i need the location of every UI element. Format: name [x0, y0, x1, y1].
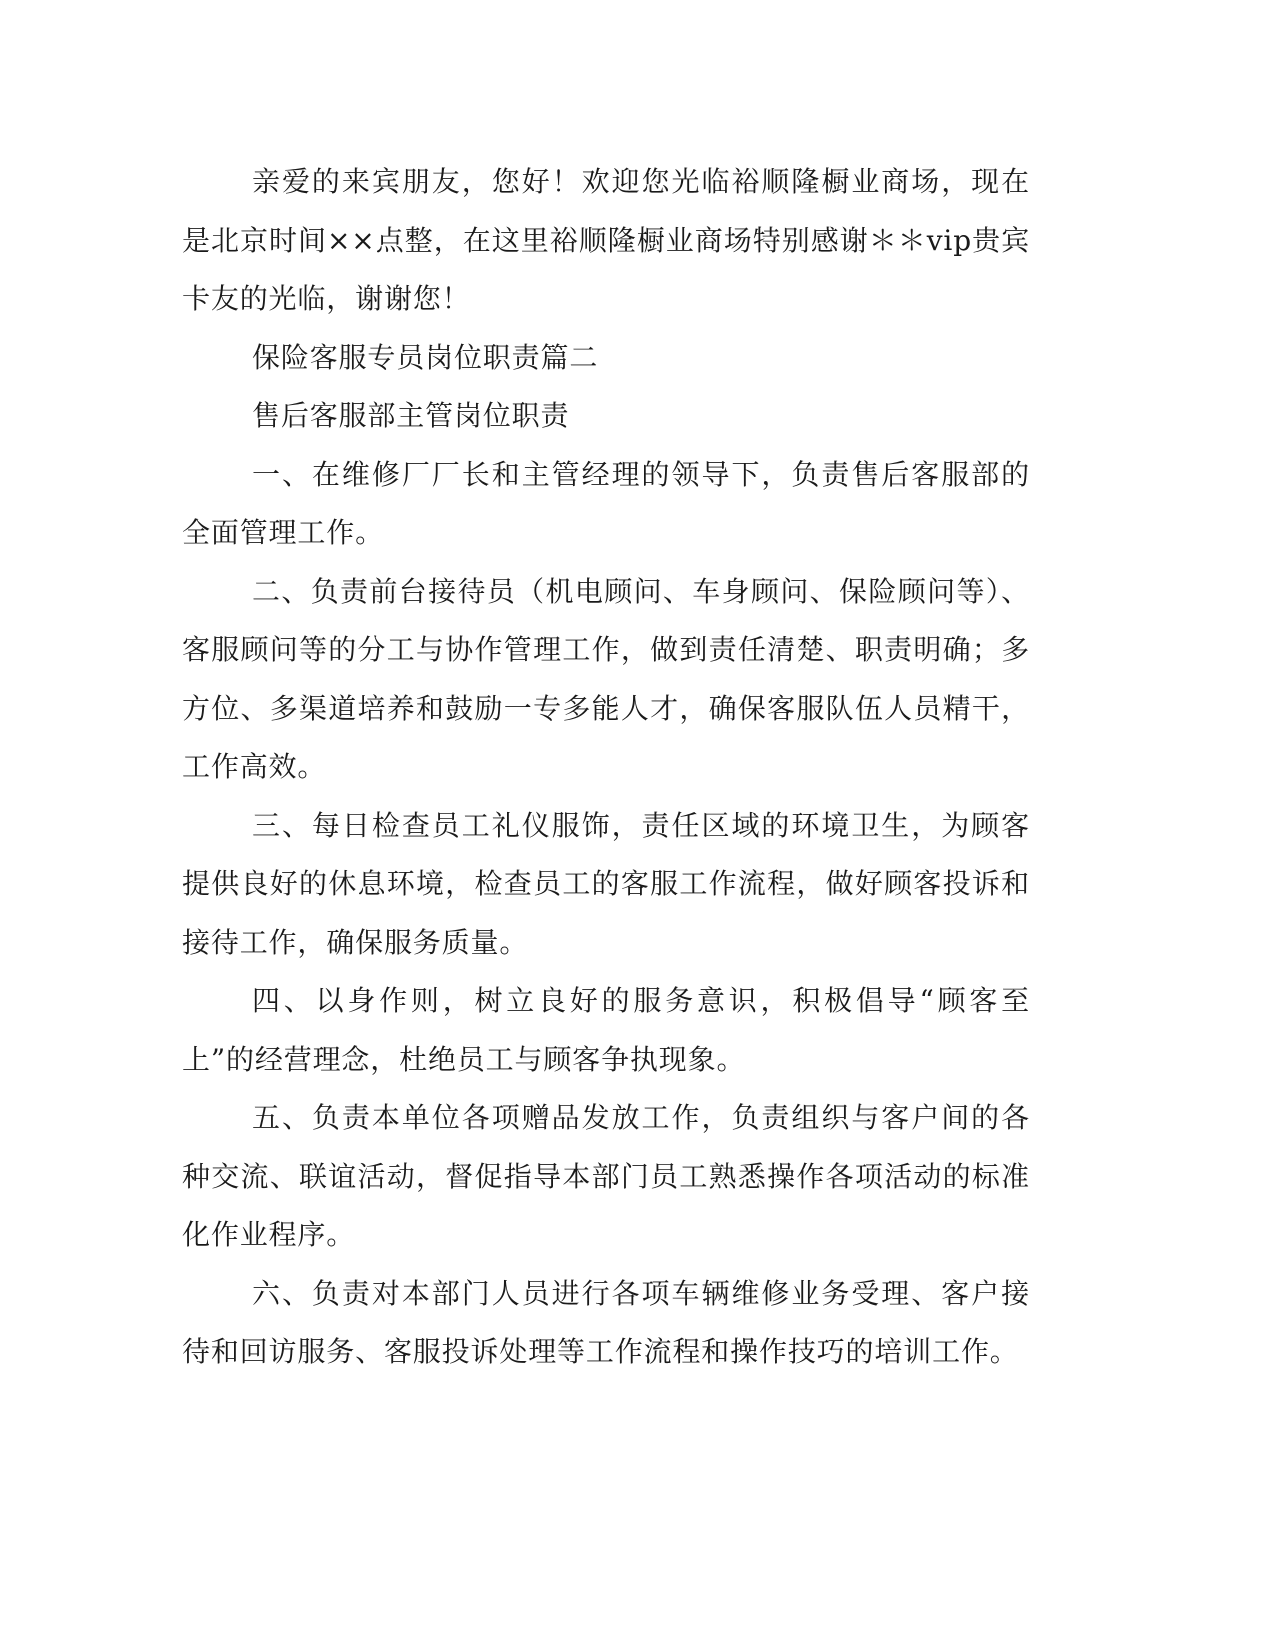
duty-item-5: 五、负责本单位各项赠品发放工作，负责组织与客户间的各种交流、联谊活动，督促指导本部门员工熟悉操作各项活动的标准化作业程序。	[182, 1101, 1030, 1251]
section-subtitle: 售后客服部主管岗位职责	[252, 399, 570, 432]
duty-item-4: 四、以身作则，树立良好的服务意识，积极倡导“顾客至上”的经营理念，杜绝员工与顾客争执现象。	[182, 984, 1030, 1076]
paragraph-welcome: 亲爱的来宾朋友，您好！欢迎您光临裕顺隆橱业商场，现在是北京时间××点整，在这里裕顺隆橱业商场特别感谢＊＊vip贵宾卡友的光临，谢谢您！	[182, 165, 1030, 315]
duty-item-3: 三、每日检查员工礼仪服饰，责任区域的环境卫生，为顾客提供良好的休息环境，检查员工的客服工作流程，做好顾客投诉和接待工作，确保服务质量。	[182, 808, 1030, 959]
duty-item-2: 二、负责前台接待员（机电顾问、车身顾问、保险顾问等）、客服顾问等的分工与协作管理工作，做到责任清楚、职责明确；多方位、多渠道培养和鼓励一专多能人才，确保客服队伍人员精干，工作高效。	[182, 574, 1030, 783]
duty-item-1: 一、在维修厂厂长和主管经理的领导下，负责售后客服部的全面管理工作。	[182, 457, 1030, 549]
document-body	[182, 153, 1030, 1382]
duty-item-6: 六、负责对本部门人员进行各项车辆维修业务受理、客户接待和回访服务、客服投诉处理等工作流程和操作技巧的培训工作。	[182, 1276, 1030, 1368]
section-title: 保险客服专员岗位职责篇二	[252, 340, 599, 374]
